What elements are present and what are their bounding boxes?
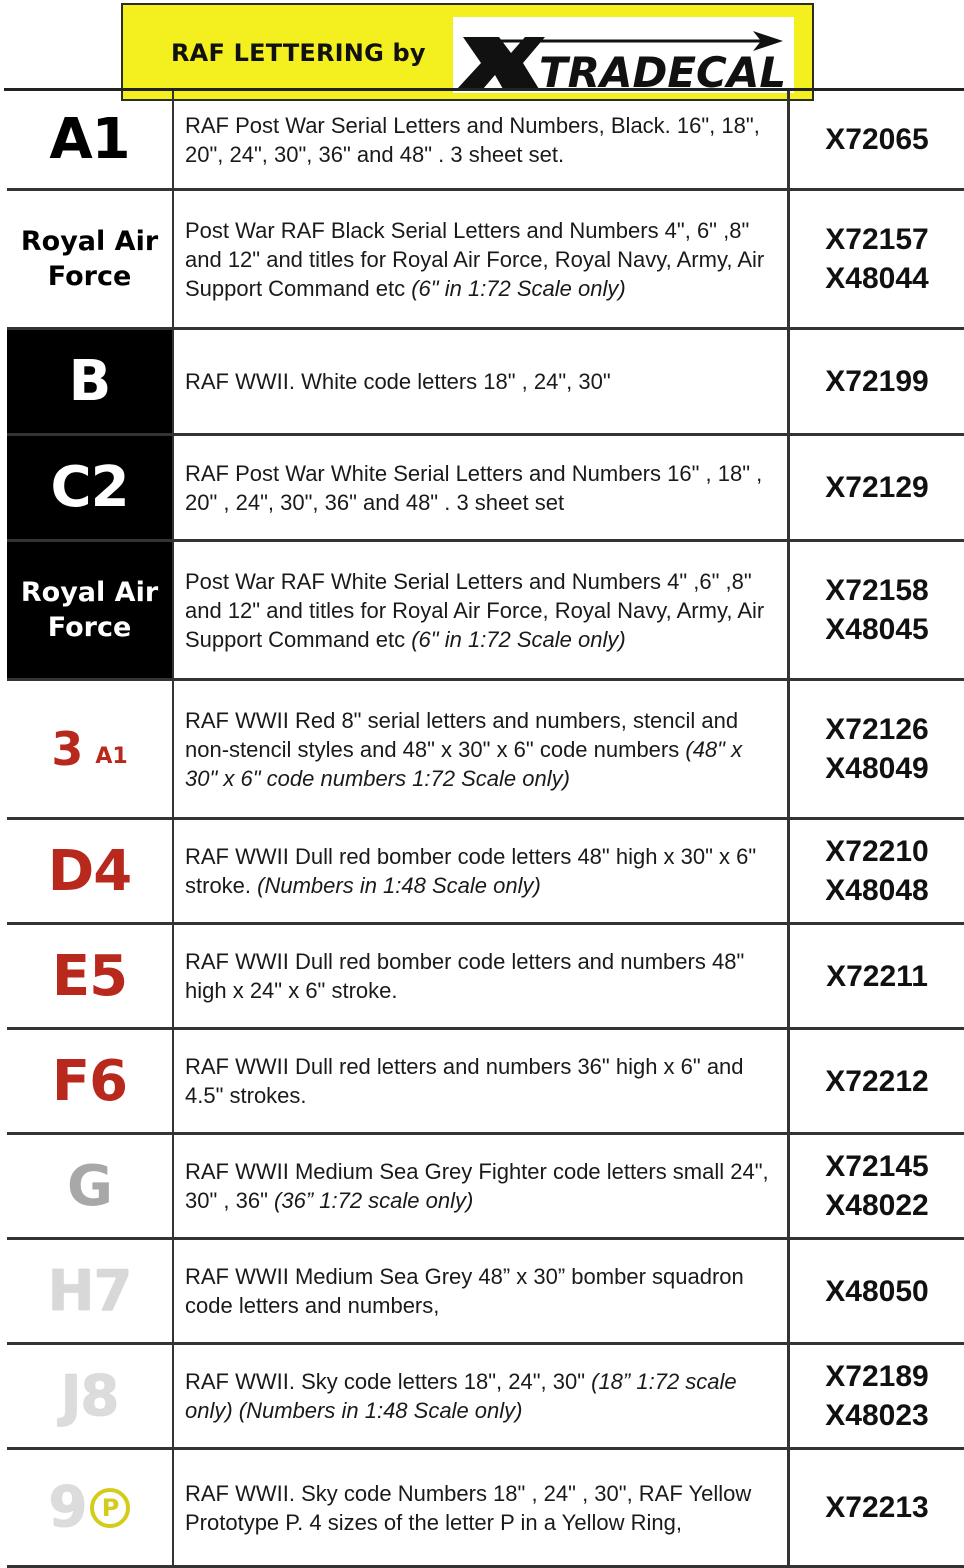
product-code: X72157 (825, 223, 929, 256)
product-code: X48023 (825, 1399, 929, 1432)
row-label-small: A1 (95, 743, 128, 769)
row-label-cell (7, 1240, 174, 1342)
row-description (174, 1345, 790, 1447)
row-label: A1 (49, 107, 130, 172)
row-description (174, 1450, 790, 1565)
product-codes (790, 1240, 964, 1342)
row-label-small: P (101, 1493, 120, 1522)
description-text: RAF Post War White Serial Letters and Numbers 16" , 18" , 20" , 24", 30", 36" and 48" . 3 sheet set (185, 460, 763, 515)
table-row (7, 681, 964, 820)
product-code: X72145 (825, 1150, 929, 1183)
table-row (7, 820, 964, 925)
product-code: X72211 (826, 959, 928, 993)
description-note: (48" x 30" x 6" code numbers 1:72 Scale only) (185, 736, 743, 791)
table-row (7, 436, 964, 542)
product-codes (790, 330, 964, 433)
description-text: RAF Post War Serial Letters and Numbers, Black. 16", 18", 20", 24", 30", 36" and 48" . 3 sheet set. (185, 112, 760, 167)
row-description (174, 542, 790, 678)
row-label: H7 (47, 1258, 132, 1324)
row-label: E5 (51, 943, 128, 1009)
description-text (185, 842, 777, 900)
row-label-cell (7, 542, 174, 678)
description-main: Post War RAF Black Serial Letters and Numbers 4", 6" ,8" and 12" and titles for Royal Air Force, Royal Navy, Army, Air Support Command etc (185, 217, 765, 301)
row-description (174, 1030, 790, 1132)
table-row (7, 1450, 964, 1568)
product-code: X48048 (825, 874, 929, 907)
row-label: Royal Air Force (20, 226, 159, 292)
product-code: X72158 (825, 574, 929, 607)
row-label-cell (7, 1345, 174, 1447)
description-text: RAF WWII. White code letters 18" , 24", 30" (185, 369, 611, 394)
product-code: X48044 (825, 262, 929, 295)
row-label-cell (7, 925, 174, 1027)
product-code: X48049 (825, 752, 929, 785)
row-description (174, 330, 790, 433)
row-label-cell (7, 681, 174, 817)
product-codes (790, 1030, 964, 1132)
table-row (7, 191, 964, 330)
header-title: RAF LETTERING by (171, 39, 426, 67)
product-code: X48045 (825, 613, 929, 646)
description-text (185, 567, 777, 654)
product-codes (790, 820, 964, 922)
product-codes (790, 91, 964, 188)
row-description (174, 1135, 790, 1237)
row-label-cell (7, 330, 174, 433)
table-row (7, 1030, 964, 1135)
table-row (7, 1345, 964, 1450)
row-label-cell (7, 1450, 174, 1565)
row-label: J8 (60, 1363, 119, 1429)
row-label-cell (7, 436, 174, 539)
product-code: X72213 (825, 1491, 929, 1524)
table-row (7, 1135, 964, 1240)
logo-graphic (453, 17, 794, 93)
description-text: RAF WWII Dull red bomber code letters and numbers 48" high x 24" x 6" stroke. (185, 949, 745, 1003)
row-description (174, 681, 790, 817)
product-codes (790, 1345, 964, 1447)
row-label-cell (7, 1030, 174, 1132)
product-code: X48022 (825, 1189, 929, 1222)
row-description (174, 820, 790, 922)
logo-x-mark (457, 37, 545, 89)
product-code: X72129 (825, 471, 929, 504)
row-description (174, 1240, 790, 1342)
description-note: (18” 1:72 scale only) (Numbers in 1:48 Scale only) (185, 1369, 737, 1423)
product-codes (790, 1450, 964, 1565)
product-table (4, 88, 964, 1540)
xtradecal-logo (453, 17, 794, 93)
description-main: RAF WWII. Sky code letters 18", 24", 30" (185, 1369, 592, 1394)
product-codes (790, 681, 964, 817)
product-code: X48050 (825, 1274, 929, 1308)
row-label: 3 (51, 722, 84, 776)
description-note: (Numbers in 1:48 Scale only) (257, 873, 541, 898)
product-codes (790, 191, 964, 327)
description-note: (6" in 1:72 Scale only) (411, 275, 626, 301)
description-text (185, 1157, 777, 1215)
row-label: G (67, 1153, 112, 1219)
product-code: X72189 (825, 1360, 929, 1393)
row-label-cell (7, 191, 174, 327)
table-row (7, 542, 964, 681)
description-text: RAF WWII Medium Sea Grey 48” x 30” bomber squadron code letters and numbers, (185, 1264, 744, 1318)
description-text (185, 216, 777, 303)
product-code: X72212 (825, 1064, 929, 1098)
product-codes (790, 436, 964, 539)
description-main: Post War RAF White Serial Letters and Numbers 4" ,6" ,8" and 12" and titles for Royal Air Force, Royal Navy, Army, Air Support Command etc (185, 568, 765, 652)
row-description (174, 91, 790, 188)
row-label: C2 (50, 455, 129, 520)
product-code: X72065 (825, 123, 929, 156)
description-note: (6" in 1:72 Scale only) (411, 626, 626, 652)
row-label: Royal Air Force (20, 577, 159, 643)
product-codes (790, 925, 964, 1027)
row-description (174, 191, 790, 327)
row-label: F6 (51, 1048, 128, 1114)
table-row (7, 1240, 964, 1345)
description-text: RAF WWII Dull red letters and numbers 36" high x 6" and 4.5" strokes. (185, 1054, 744, 1108)
row-label-cell (7, 1135, 174, 1237)
table-row (7, 91, 964, 191)
header-banner (121, 3, 814, 101)
row-description (174, 436, 790, 539)
row-label-cell (7, 820, 174, 922)
product-codes (790, 542, 964, 678)
description-note: (36” 1:72 scale only) (274, 1188, 474, 1213)
description-main: RAF WWII Dull red bomber code letters 48" high x 30" x 6" stroke. (185, 844, 757, 898)
product-code: X72126 (825, 713, 929, 746)
description-text: RAF WWII. Sky code Numbers 18" , 24" , 30", RAF Yellow Prototype P. 4 sizes of the letter P in a Yellow Ring, (185, 1480, 752, 1535)
description-text (185, 706, 777, 793)
description-text (185, 1367, 777, 1425)
row-label: D4 (47, 838, 132, 904)
yellow-ring-p (90, 1488, 130, 1528)
row-description (174, 925, 790, 1027)
table-row (7, 330, 964, 436)
row-label: 9 (48, 1475, 87, 1540)
product-code: X72210 (825, 835, 929, 868)
description-main: RAF WWII Medium Sea Grey Fighter code letters small 24", 30" , 36" (185, 1159, 769, 1213)
table-row (7, 925, 964, 1030)
description-main: RAF WWII Red 8" serial letters and numbers, stencil and non-stencil styles and 48" x 30" x 6" code numbers (185, 707, 739, 762)
logo-text: TRADECAL (539, 48, 787, 93)
row-label: B (68, 349, 111, 414)
product-codes (790, 1135, 964, 1237)
product-code: X72199 (825, 365, 929, 398)
row-label-cell (7, 91, 174, 188)
